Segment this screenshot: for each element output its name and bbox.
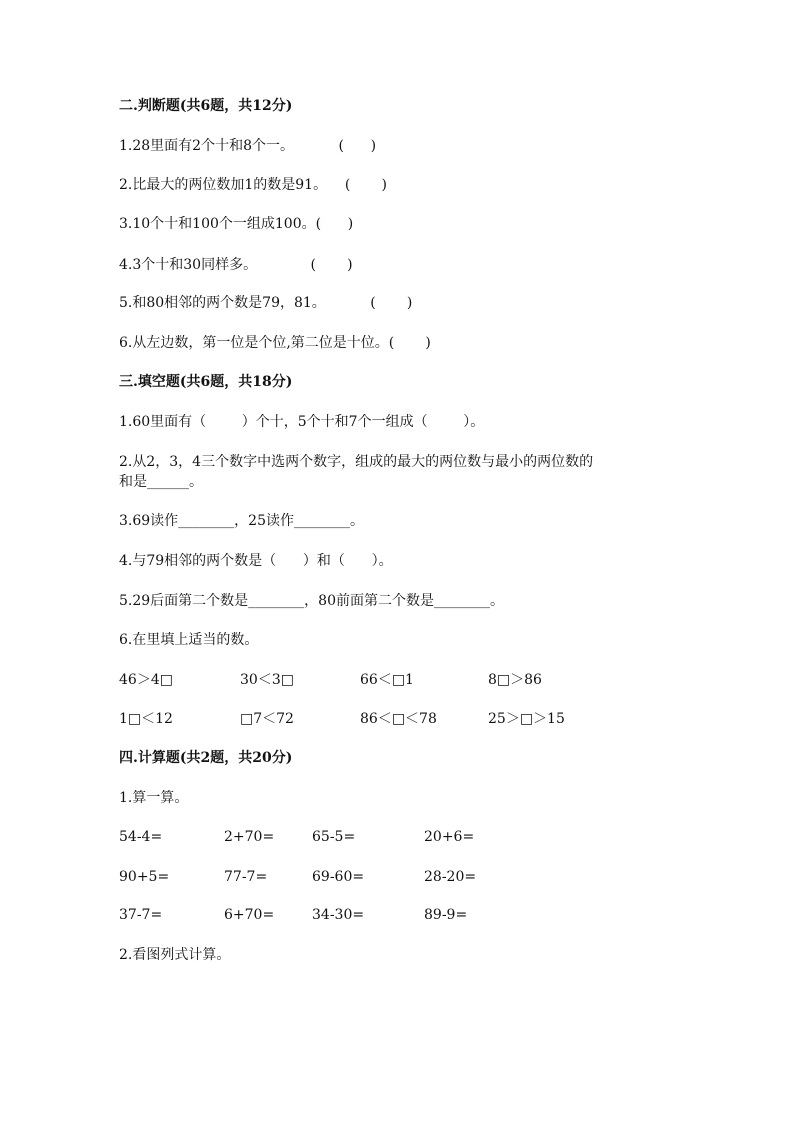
- calc-sub-2: 2.看图列式计算。: [119, 947, 231, 963]
- compare-cell: 66＜□1: [360, 672, 414, 688]
- compare-cell: 25＞□＞15: [488, 711, 565, 727]
- judge-item-4: 4.3个十和30同样多。 ( ): [119, 257, 353, 273]
- section-heading-judge: 二.判断题(共6题，共12分): [119, 98, 293, 114]
- compare-cell: □7＜72: [240, 711, 294, 727]
- calc-cell: 6+70=: [224, 907, 275, 923]
- fill-item-6: 6.在里填上适当的数。: [119, 632, 259, 648]
- calc-cell: 65-5=: [312, 829, 356, 845]
- calc-cell: 77-7=: [224, 869, 268, 885]
- judge-item-1: 1.28里面有2个十和8个一。 ( ): [119, 138, 377, 154]
- judge-item-6: 6.从左边数，第一位是个位,第二位是十位。( ): [119, 335, 431, 351]
- judge-item-2: 2.比最大的两位数加1的数是91。 ( ): [119, 177, 387, 193]
- calc-cell: 2+70=: [224, 829, 275, 845]
- judge-item-3: 3.10个十和100个一组成100。( ): [119, 216, 354, 232]
- compare-cell: 30＜3□: [240, 672, 294, 688]
- compare-cell: 8□＞86: [488, 672, 542, 688]
- fill-item-1: 1.60里面有（ ）个十，5个十和7个一组成（ ）。: [119, 414, 485, 430]
- calc-cell: 34-30=: [312, 907, 365, 923]
- fill-item-2: 2.从2，3，4三个数字中选两个数字，组成的最大的两位数与最小的两位数的: [119, 454, 594, 470]
- fill-item-2-cont: 和是______。: [119, 474, 203, 490]
- compare-cell: 86＜□＜78: [360, 711, 437, 727]
- calc-cell: 20+6=: [424, 829, 475, 845]
- compare-cell: 46＞4□: [119, 672, 173, 688]
- calc-cell: 90+5=: [119, 869, 170, 885]
- section-heading-fill: 三.填空题(共6题，共18分): [119, 374, 293, 390]
- calc-cell: 37-7=: [119, 907, 163, 923]
- calc-cell: 69-60=: [312, 869, 365, 885]
- judge-item-5: 5.和80相邻的两个数是79，81。 ( ): [119, 295, 413, 311]
- section-heading-calc: 四.计算题(共2题，共20分): [119, 750, 293, 766]
- fill-item-5: 5.29后面第二个数是________，80前面第二个数是________。: [119, 593, 504, 609]
- calc-cell: 28-20=: [424, 869, 477, 885]
- calc-cell: 89-9=: [424, 907, 468, 923]
- calc-cell: 54-4=: [119, 829, 163, 845]
- fill-item-3: 3.69读作________，25读作________。: [119, 513, 364, 529]
- compare-cell: 1□＜12: [119, 711, 173, 727]
- calc-sub-1: 1.算一算。: [119, 790, 189, 806]
- fill-item-4: 4.与79相邻的两个数是（ ）和（ ）。: [119, 553, 393, 569]
